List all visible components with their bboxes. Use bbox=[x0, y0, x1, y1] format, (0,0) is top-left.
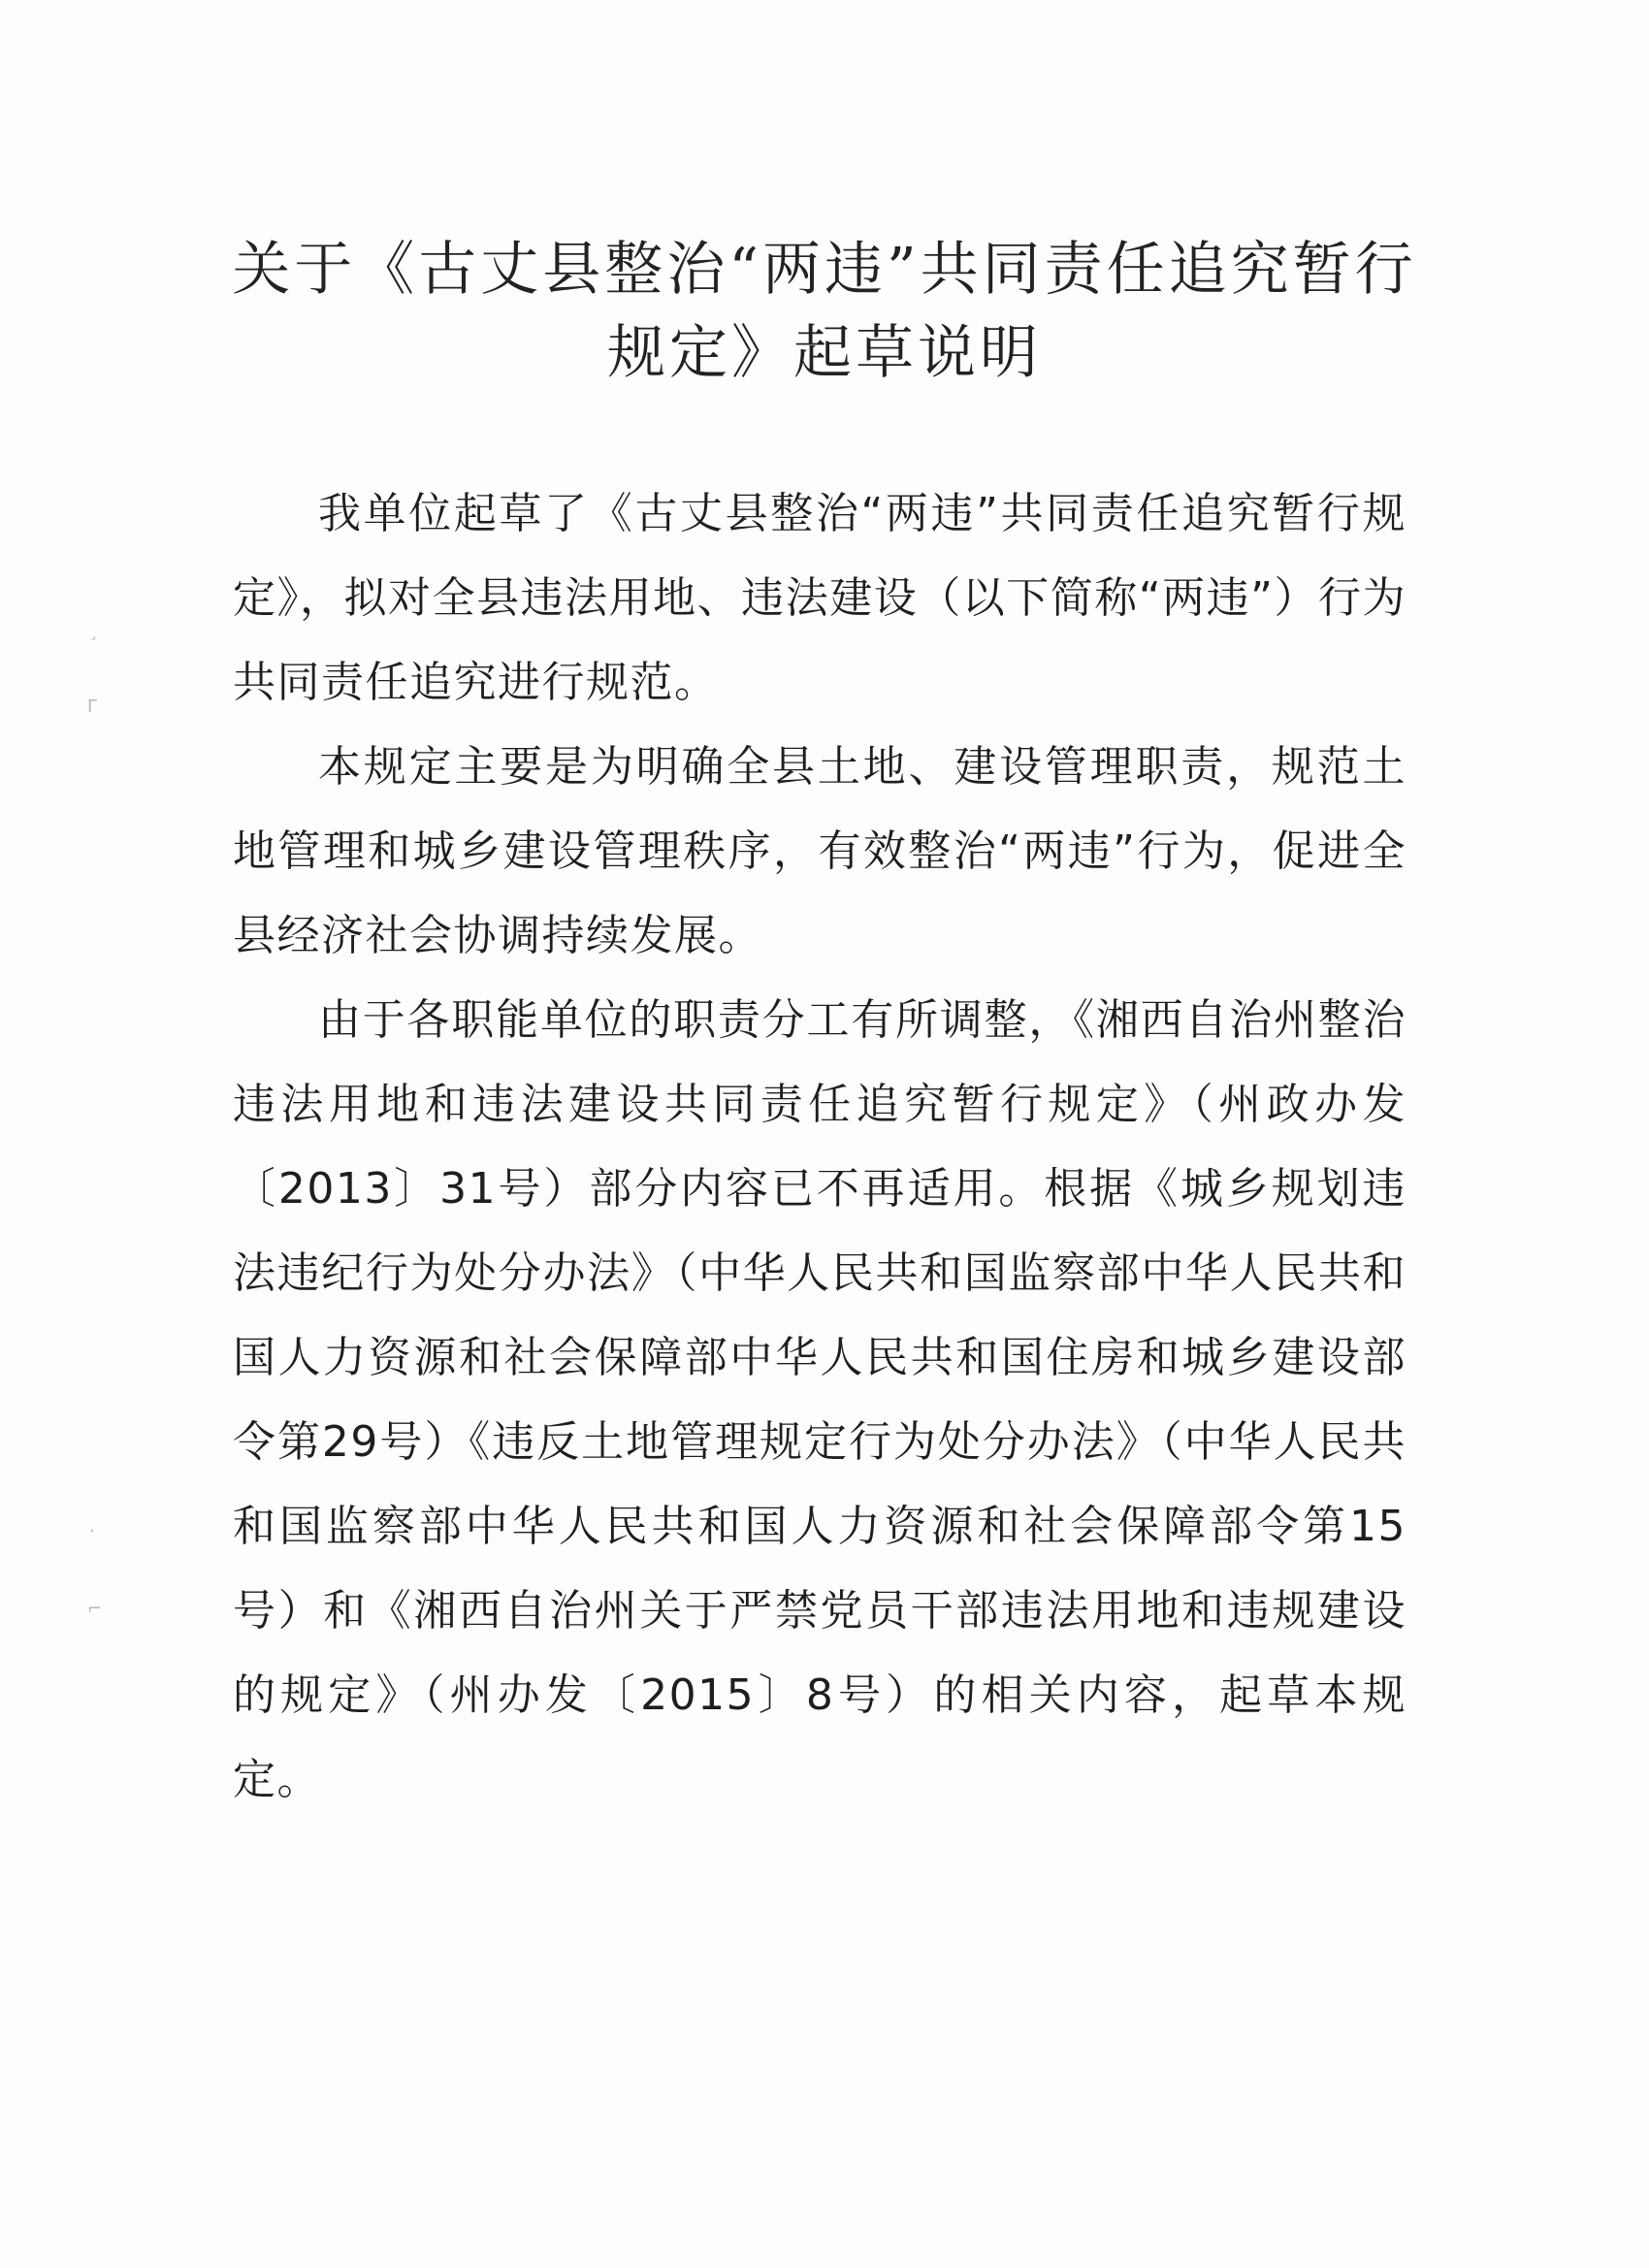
paragraph-basis: 由于各职能单位的职责分工有所调整，《湘西自治州整治违法用地和违法建设共同责任追究暂行规定》（州政办发〔2013〕31号）部分内容已不再适用。根据《城乡规划违法违纪行为处分办法》（中华人民共和国监察部中华人民共和国人力资源和社会保障部中华人民共和国住房和城乡建设部令第29号）《违反土地管理规定行为处分办法》（中华人民共和国监察部中华人民共和国人力资源和社会保障部令第15号）和《湘西自治州关于严禁党员干部违法用地和违规建设的规定》（州办发〔2015〕8号）的相关内容，起草本规定。 bbox=[233, 995, 1406, 1804]
scan-speck: Γ bbox=[87, 697, 98, 717]
document-title bbox=[223, 228, 1426, 395]
scan-speck: ¸ bbox=[89, 621, 98, 641]
scan-speck: · bbox=[89, 1521, 95, 1541]
title-line-2: 规定》起草说明 bbox=[607, 319, 1042, 387]
title-line-1: 关于《古丈县整治“两违”共同责任追究暂行 bbox=[232, 236, 1417, 304]
paragraph-purpose: 我单位起草了《古丈县整治“两违”共同责任追究暂行规定》，拟对全县违法用地、违法建设（以下简称“两违”）行为共同责任追究进行规范。 bbox=[233, 489, 1406, 707]
document-body bbox=[233, 471, 1406, 1822]
paragraph-objective: 本规定主要是为明确全县土地、建设管理职责，规范土地管理和城乡建设管理秩序，有效整治“两违”行为，促进全县经济社会协调持续发展。 bbox=[233, 742, 1406, 960]
scan-speck: ⌐ bbox=[87, 1599, 103, 1619]
